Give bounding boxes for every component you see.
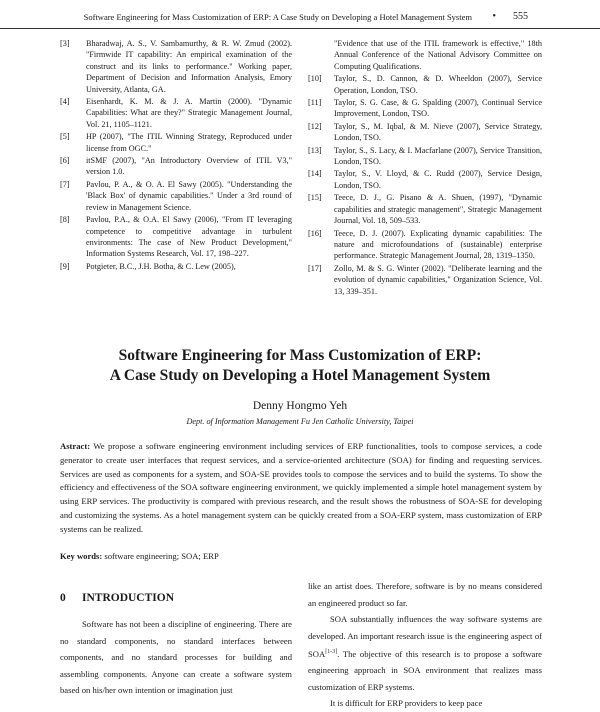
keywords-label: Key words:: [60, 551, 103, 561]
intro-right-column: [308, 578, 542, 712]
running-header: [0, 6, 600, 29]
section-title: INTRODUCTION: [82, 592, 175, 604]
header-bullet: •: [492, 11, 496, 22]
abstract-label: Astract:: [60, 441, 91, 451]
reference-item: [9] Potgieter, B.C., J.H. Botha, & C. Lew (2005),: [60, 261, 236, 271]
abstract-text: We propose a software engineering environment including services of ERP functionalities, tools to compose services, a code generator to create user interfaces that request services, and a service-oriented architecture (SOA) for finding and requesting services. Services are used as components for a system, and SOA-SE provides tools to compose the services and to build the systems. To show the efficiency and effectiveness of the SOA software engineering environment, we quickly implemented a simple hotel management system by using ERP services. The productivity is compared with previous research, and the result shows the robustness of SOA-SE for developing and customizing the systems. As a hotel management system can be quickly created from a SOA-ERP system, mass customization of ERP systems can be realized.: [60, 441, 542, 534]
paper-title: [40, 346, 560, 386]
reference-item: [5] HP (2007), "The ITIL Winning Strategy, Reproduced under license from OGC.": [60, 132, 292, 153]
reference-item: [14] Taylor, S., V. Lloyd, & C. Rudd (2007), Service Design, London, TSO.: [308, 169, 542, 190]
running-title: Software Engineering for Mass Customization of ERP: A Case Study on Developing a Hotel Management System: [83, 12, 472, 22]
reference-item: [12] Taylor, S., M. Iqbal, & M. Nieve (2007), Service Strategy, London, TSO.: [308, 121, 542, 143]
intro-paragraph: SOA substantially influences the way software systems are developed. An important research issue is the engineering aspect of SOA[1-3]. The objective of this research is to propose a software engineering approach in SOA environment that realizes mass customization of ERP systems.: [308, 614, 542, 692]
paper-title-line-1: Software Engineering for Mass Customization of ERP:: [118, 347, 482, 364]
section-heading: [60, 592, 174, 604]
reference-item: [3] Bharadwaj, A. S., V. Sambamurthy, & R. W. Zmud (2002). "Firmwide IT capability: An empirical examination of the construct and its links to performance." Working paper, Department of Decision and Information Analysis, Emory University, Atlanta, GA.: [60, 39, 292, 94]
reference-item: [15] Teece, D. J., G. Pisano & A. Shuen, (1997), "Dynamic capabilities and strategic management", Strategic Management Journal, Vol. 18, 509–533.: [308, 193, 542, 226]
abstract: [60, 440, 542, 537]
reference-item: [8] Pavlou, P.A., & O.A. El Sawy (2006), "From IT leveraging competence to competitive advantage in turbulent environments: The case of New Product Development," Information Systems Research, Vol. 17, 198–227.: [60, 215, 292, 259]
author-name: Denny Hongmo Yeh: [252, 400, 348, 412]
intro-left-paragraph: Software has not been a discipline of engineering. There are no standard components, no standard interfaces between components, and no standard processes for building and assembling components. Anyone can create a software system based on his/her own intention or imagination just: [60, 619, 292, 695]
intro-paragraph: It is difficult for ERP providers to keep pace: [330, 698, 483, 709]
reference-item: [11] Taylor, S. G. Case, & G. Spalding (2007), Continual Service Improvement, London, TSO.: [308, 98, 542, 119]
keywords: [60, 551, 542, 561]
reference-item: [17] Zollo, M. & S. G. Winter (2002). "Deliberate learning and the evolution of dynamic capabilities," Organization Science, Vol. 13, 339–351.: [308, 263, 542, 296]
paper-title-line-2: A Case Study on Developing a Hotel Management System: [109, 367, 491, 384]
reference-item: [13] Taylor, S., S. Lacy, & I. Macfarlane (2007), Service Transition, London, TSO.: [308, 145, 542, 167]
page-number: 555: [513, 11, 528, 22]
keywords-text: software engineering; SOA; ERP: [104, 551, 219, 561]
reference-item: [7] Pavlou, P. A., & O. A. El Sawy (2005). "Understanding the 'Black Box' of dynamic capabilities." Under a 3rd round of review in Management Science.: [60, 179, 292, 212]
reference-item: "Evidence that use of the ITIL framework is effective," 18th Annual Conference of the National Advisory Committee on Computing Qualifications.: [334, 39, 542, 71]
references-left-column: [60, 38, 292, 273]
author-affiliation: Dept. of Information Management Fu Jen Catholic University, Taipei: [186, 417, 414, 426]
section-number: 0: [60, 592, 66, 604]
reference-item: [6] itSMF (2007), "An Introductory Overview of ITIL V3," version 1.0.: [60, 156, 292, 177]
citation-superscript: [1-3]: [325, 649, 338, 655]
intro-paragraph: like an artist does. Therefore, software is by no means considered an engineered product so far.: [308, 581, 542, 608]
reference-item: [4] Eisenhardt, K. M. & J. A. Martin (2000). "Dynamic Capabilities: What are they?" Strategic Management Journal, Vol. 21, 1105–1121.: [60, 97, 292, 129]
references-right-column: [308, 38, 542, 298]
reference-item: [10] Taylor, S., D. Cannon, & D. Wheeldon (2007), Service Operation, London, TSO.: [308, 74, 542, 95]
reference-item: [16] Teece, D. J. (2007). Explicating dynamic capabilities: The nature and microfoundations of (sustainable) enterprise performance. Strategic Management Journal, 28, 1319–1350.: [308, 228, 542, 261]
